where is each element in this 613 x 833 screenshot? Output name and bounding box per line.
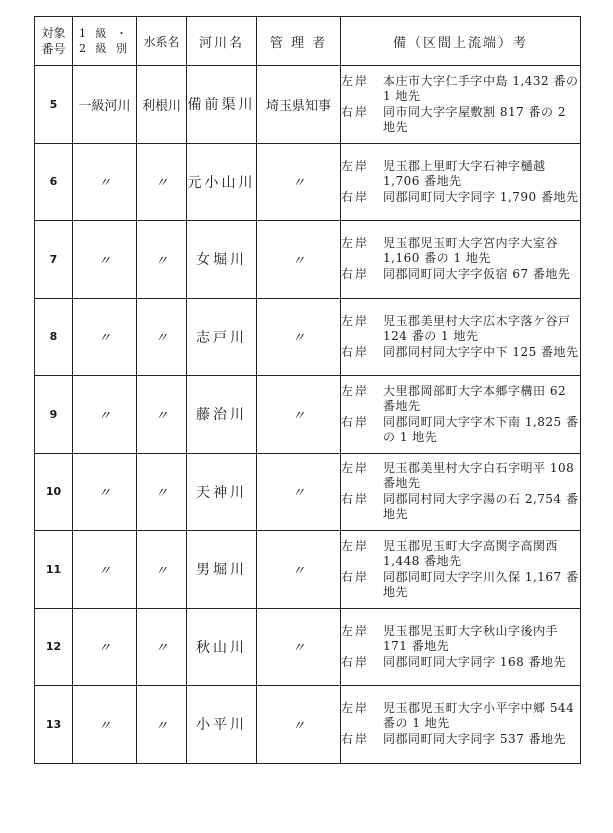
row-river-name: 備前渠川 bbox=[187, 66, 257, 144]
row-manager: 〃 bbox=[257, 221, 341, 299]
header-no-line2: 番号 bbox=[41, 42, 66, 56]
right-bank-description: 同郡同村同大字字湯の石 2,754 番地先 bbox=[383, 492, 579, 522]
row-water-system: 〃 bbox=[137, 686, 187, 764]
river-table-page bbox=[34, 16, 580, 764]
row-class: 〃 bbox=[73, 221, 137, 299]
right-bank-description: 同郡同町同大字同字 168 番地先 bbox=[383, 654, 567, 669]
left-bank-entry bbox=[341, 461, 580, 491]
table-row bbox=[35, 376, 581, 454]
header-class bbox=[73, 17, 137, 66]
header-system: 水系名 bbox=[137, 17, 187, 66]
header-manager: 管 理 者 bbox=[257, 17, 341, 66]
left-bank-label: 左岸 bbox=[341, 73, 370, 88]
row-note bbox=[341, 686, 581, 764]
right-bank-label: 右岸 bbox=[341, 189, 370, 204]
row-manager: 〃 bbox=[257, 376, 341, 454]
row-manager: 〃 bbox=[257, 298, 341, 376]
row-number: 10 bbox=[35, 453, 73, 531]
row-note bbox=[341, 453, 581, 531]
row-number: 7 bbox=[35, 221, 73, 299]
header-no-line1: 対象 bbox=[41, 26, 66, 40]
left-bank-description: 児玉郡上里町大字石神字樋越 1,706 番地先 bbox=[383, 158, 546, 188]
left-bank-description: 児玉郡美里村大字広木字落ケ谷戸 124 番の 1 地先 bbox=[383, 313, 571, 343]
row-number: 6 bbox=[35, 143, 73, 221]
row-class: 一級河川 bbox=[73, 66, 137, 144]
left-bank-description: 児玉郡児玉町大字秋山字後内手 171 番地先 bbox=[383, 623, 559, 653]
left-bank-label: 左岸 bbox=[341, 383, 370, 398]
right-bank-entry bbox=[341, 345, 580, 360]
row-note bbox=[341, 608, 581, 686]
right-bank-description: 同市同大字字屋敷割 817 番の 2 地先 bbox=[383, 104, 566, 134]
right-bank-label: 右岸 bbox=[341, 344, 370, 359]
left-bank-label: 左岸 bbox=[341, 158, 370, 173]
left-bank-entry bbox=[341, 74, 580, 104]
right-bank-label: 右岸 bbox=[341, 654, 370, 669]
left-bank-entry bbox=[341, 159, 580, 189]
right-bank-entry bbox=[341, 732, 580, 747]
left-bank-label: 左岸 bbox=[341, 461, 370, 476]
table-row bbox=[35, 221, 581, 299]
row-water-system: 〃 bbox=[137, 143, 187, 221]
row-river-name: 元小山川 bbox=[187, 143, 257, 221]
header-class-line2: 2 級 別 bbox=[79, 42, 130, 55]
row-class: 〃 bbox=[73, 608, 137, 686]
row-class: 〃 bbox=[73, 453, 137, 531]
right-bank-entry bbox=[341, 655, 580, 670]
row-note bbox=[341, 376, 581, 454]
left-bank-entry bbox=[341, 624, 580, 654]
row-number: 5 bbox=[35, 66, 73, 144]
left-bank-entry bbox=[341, 236, 580, 266]
row-note bbox=[341, 66, 581, 144]
row-river-name: 藤治川 bbox=[187, 376, 257, 454]
row-class: 〃 bbox=[73, 531, 137, 609]
row-water-system: 利根川 bbox=[137, 66, 187, 144]
row-manager: 〃 bbox=[257, 143, 341, 221]
left-bank-entry bbox=[341, 539, 580, 569]
left-bank-label: 左岸 bbox=[341, 313, 370, 328]
row-river-name: 男堀川 bbox=[187, 531, 257, 609]
row-river-name: 志戸川 bbox=[187, 298, 257, 376]
right-bank-description: 同郡同町同大字同字 537 番地先 bbox=[383, 732, 567, 747]
header-note: 備（区間上流端）考 bbox=[341, 17, 581, 66]
left-bank-entry bbox=[341, 314, 580, 344]
left-bank-label: 左岸 bbox=[341, 623, 370, 638]
row-number: 11 bbox=[35, 531, 73, 609]
row-number: 9 bbox=[35, 376, 73, 454]
row-manager: 〃 bbox=[257, 531, 341, 609]
right-bank-description: 同郡同村同大字字中下 125 番地先 bbox=[383, 344, 579, 359]
row-number: 8 bbox=[35, 298, 73, 376]
table-row bbox=[35, 453, 581, 531]
left-bank-description: 本庄市大字仁手字中島 1,432 番の 1 地先 bbox=[383, 73, 579, 103]
table-body bbox=[35, 66, 581, 764]
row-water-system: 〃 bbox=[137, 608, 187, 686]
row-note bbox=[341, 221, 581, 299]
right-bank-entry bbox=[341, 105, 580, 135]
right-bank-label: 右岸 bbox=[341, 414, 370, 429]
row-river-name: 天神川 bbox=[187, 453, 257, 531]
right-bank-entry bbox=[341, 267, 580, 282]
header-row bbox=[35, 17, 581, 66]
row-note bbox=[341, 298, 581, 376]
right-bank-entry bbox=[341, 190, 580, 205]
left-bank-label: 左岸 bbox=[341, 236, 370, 251]
row-manager: 〃 bbox=[257, 453, 341, 531]
row-water-system: 〃 bbox=[137, 453, 187, 531]
row-manager: 〃 bbox=[257, 608, 341, 686]
right-bank-description: 同郡同町同大字同字 1,790 番地先 bbox=[383, 189, 579, 204]
right-bank-label: 右岸 bbox=[341, 492, 370, 507]
table-row bbox=[35, 686, 581, 764]
table-row bbox=[35, 66, 581, 144]
right-bank-entry bbox=[341, 492, 580, 522]
left-bank-description: 大里郡岡部町大字本郷字構田 62 番地先 bbox=[383, 383, 567, 413]
row-number: 13 bbox=[35, 686, 73, 764]
row-water-system: 〃 bbox=[137, 376, 187, 454]
left-bank-label: 左岸 bbox=[341, 701, 370, 716]
row-note bbox=[341, 531, 581, 609]
row-river-name: 秋山川 bbox=[187, 608, 257, 686]
header-class-line1: 1 級 ・ bbox=[79, 27, 130, 40]
right-bank-description: 同郡同町同大字字木下南 1,825 番の 1 地先 bbox=[383, 414, 579, 444]
left-bank-description: 児玉郡児玉町大字小平字中郷 544 番の 1 地先 bbox=[383, 701, 575, 731]
table-row bbox=[35, 298, 581, 376]
row-class: 〃 bbox=[73, 143, 137, 221]
table-row bbox=[35, 608, 581, 686]
right-bank-label: 右岸 bbox=[341, 732, 370, 747]
left-bank-description: 児玉郡美里村大字白石字明平 108 番地先 bbox=[383, 461, 575, 491]
header-river: 河川名 bbox=[187, 17, 257, 66]
row-water-system: 〃 bbox=[137, 298, 187, 376]
row-number: 12 bbox=[35, 608, 73, 686]
table-row bbox=[35, 531, 581, 609]
right-bank-label: 右岸 bbox=[341, 267, 370, 282]
left-bank-entry bbox=[341, 701, 580, 731]
right-bank-description: 同郡同町同大字字川久保 1,167 番地先 bbox=[383, 569, 579, 599]
row-river-name: 小平川 bbox=[187, 686, 257, 764]
table-row bbox=[35, 143, 581, 221]
row-river-name: 女堀川 bbox=[187, 221, 257, 299]
right-bank-label: 右岸 bbox=[341, 104, 370, 119]
left-bank-description: 児玉郡児玉町大字宮内字大室谷 1,160 番の 1 地先 bbox=[383, 236, 559, 266]
left-bank-entry bbox=[341, 384, 580, 414]
row-class: 〃 bbox=[73, 298, 137, 376]
right-bank-label: 右岸 bbox=[341, 569, 370, 584]
row-manager: 埼玉県知事 bbox=[257, 66, 341, 144]
row-water-system: 〃 bbox=[137, 531, 187, 609]
row-water-system: 〃 bbox=[137, 221, 187, 299]
right-bank-description: 同郡同町同大字字仮宿 67 番地先 bbox=[383, 267, 571, 282]
header-no bbox=[35, 17, 73, 66]
row-manager: 〃 bbox=[257, 686, 341, 764]
river-table bbox=[34, 16, 581, 764]
left-bank-label: 左岸 bbox=[341, 538, 370, 553]
row-class: 〃 bbox=[73, 376, 137, 454]
left-bank-description: 児玉郡児玉町大字高関字高関西 1,448 番地先 bbox=[383, 538, 559, 568]
row-note bbox=[341, 143, 581, 221]
right-bank-entry bbox=[341, 570, 580, 600]
right-bank-entry bbox=[341, 415, 580, 445]
row-class: 〃 bbox=[73, 686, 137, 764]
